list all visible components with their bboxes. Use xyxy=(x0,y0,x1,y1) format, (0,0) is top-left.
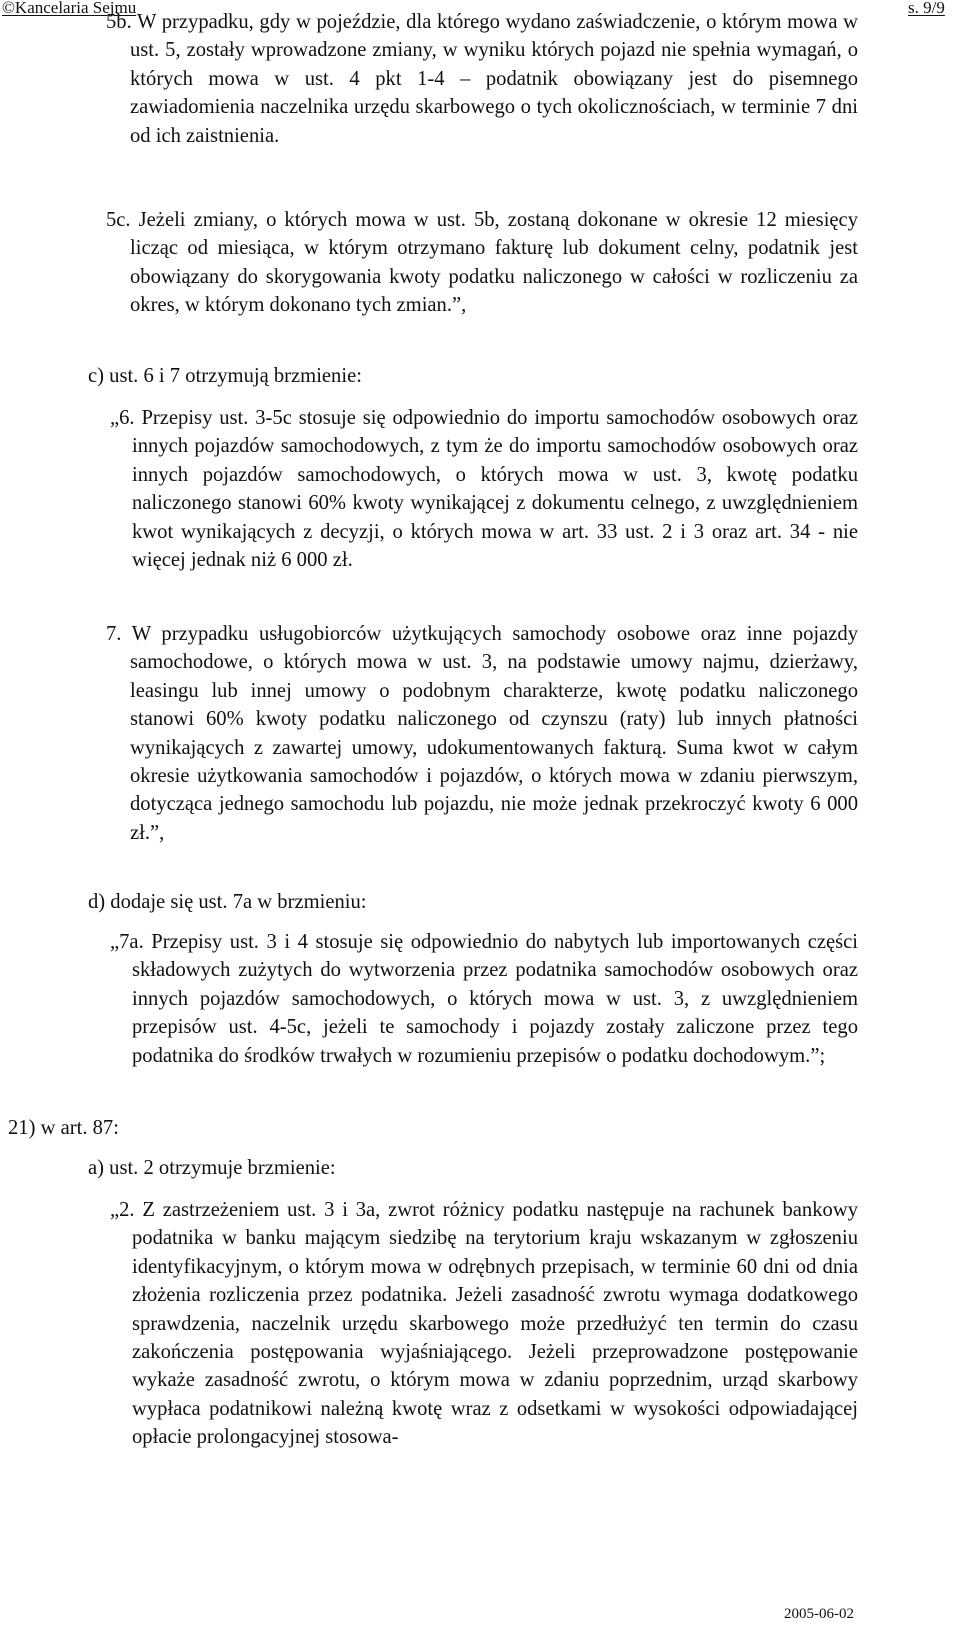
item-d-label: d) dodaje się ust. 7a w brzmieniu: xyxy=(88,891,367,913)
footer-date: 2005-06-02 xyxy=(784,1606,854,1622)
item-21-label: 21) w art. 87: xyxy=(8,1117,119,1139)
paragraph-7: 7. W przypadku usługobiorców użytkujących samochody osobowe oraz inne pojazdy samochodowe, o których mowa w ust. 3, na podstawie umowy najmu, dzierżawy, leasingu lub innej umowy o podobnym charakterze, kwotę podatku naliczonego stanowi 60% kwoty podatku naliczonego od czynszu (raty) lub innych płatności wynikających z zawartej umowy, udokumentowanych fakturą. Suma kwot w całym okresie użytkowania samochodów i pojazdów, o których mowa w zdaniu pierwszym, dotycząca jednego samochodu lub pojazdu, nie może jednak przekroczyć kwoty 6 000 zł.”, xyxy=(106,623,858,844)
item-c-label: c) ust. 6 i 7 otrzymują brzmienie: xyxy=(88,365,362,387)
paragraph-5b: 5b. W przypadku, gdy w pojeździe, dla którego wydano zaświadczenie, o którym mowa w ust. 5, zostały wprowadzone zmiany, w wyniku których pojazd nie spełnia wymagań, o których mowa w ust. 4 pkt 1-4 – podatnik obowiązany jest do pisemnego zawiadomienia naczelnika urzędu skarbowego o tych okolicznościach, w terminie 7 dni od ich zaistnienia. xyxy=(106,11,858,147)
page-number: s. 9/9 xyxy=(908,0,945,17)
item-a-label: a) ust. 2 otrzymuje brzmienie: xyxy=(88,1157,336,1179)
paragraph-7a: „7a. Przepisy ust. 3 i 4 stosuje się odpowiednio do nabytych lub importowanych części składowych zużytych do wytworzenia przez podatnika samochodów osobowych oraz innych pojazdów samochodowych, o których mowa w ust. 3, z uwzględnieniem przepisów ust. 4-5c, jeżeli te samochody i pojazdy zostały zaliczone przez tego podatnika do środków trwałych w rozumieniu przepisów o podatku dochodowym.”; xyxy=(110,931,858,1067)
paragraph-6: „6. Przepisy ust. 3-5c stosuje się odpowiednio do importu samochodów osobowych oraz innych pojazdów samochodowych, z tym że do importu samochodów osobowych oraz innych pojazdów samochodowych, o których mowa w ust. 3, kwotę podatku naliczonego stanowi 60% kwoty wynikającej z dokumentu celnego, z uwzględnieniem kwot wynikających z decyzji, o których mowa w art. 33 ust. 2 i 3 oraz art. 34 - nie więcej jednak niż 6 000 zł. xyxy=(110,407,858,572)
paragraph-5c: 5c. Jeżeli zmiany, o których mowa w ust. 5b, zostaną dokonane w okresie 12 miesięcy licząc od miesiąca, w którym otrzymano fakturę lub dokument celny, podatnik jest obowiązany do skorygowania kwoty podatku naliczonego w całości w rozliczeniu za okres, w którym dokonano tych zmian.”, xyxy=(106,209,858,317)
paragraph-2: „2. Z zastrzeżeniem ust. 3 i 3a, zwrot różnicy podatku następuje na rachunek bankowy podatnika w banku mającym siedzibę na terytorium kraju wskazanym w zgłoszeniu identyfikacyjnym, o którym mowa w odrębnych przepisach, w terminie 60 dni od dnia złożenia rozliczenia przez podatnika. Jeżeli zasadność zwrotu wymaga dodatkowego sprawdzenia, naczelnik urzędu skarbowego może przedłużyć ten termin do czasu zakończenia postępowania wyjaśniającego. Jeżeli przeprowadzone postępowanie wykaże zasadność zwrotu, o którym mowa w zdaniu poprzednim, urząd skarbowy wypłaca podatnikowi należną kwotę wraz z odsetkami w wysokości odpowiadającej opłacie prolongacyjnej stosowa- xyxy=(110,1199,858,1449)
header-source: ©Kancelaria Sejmu xyxy=(2,0,137,17)
